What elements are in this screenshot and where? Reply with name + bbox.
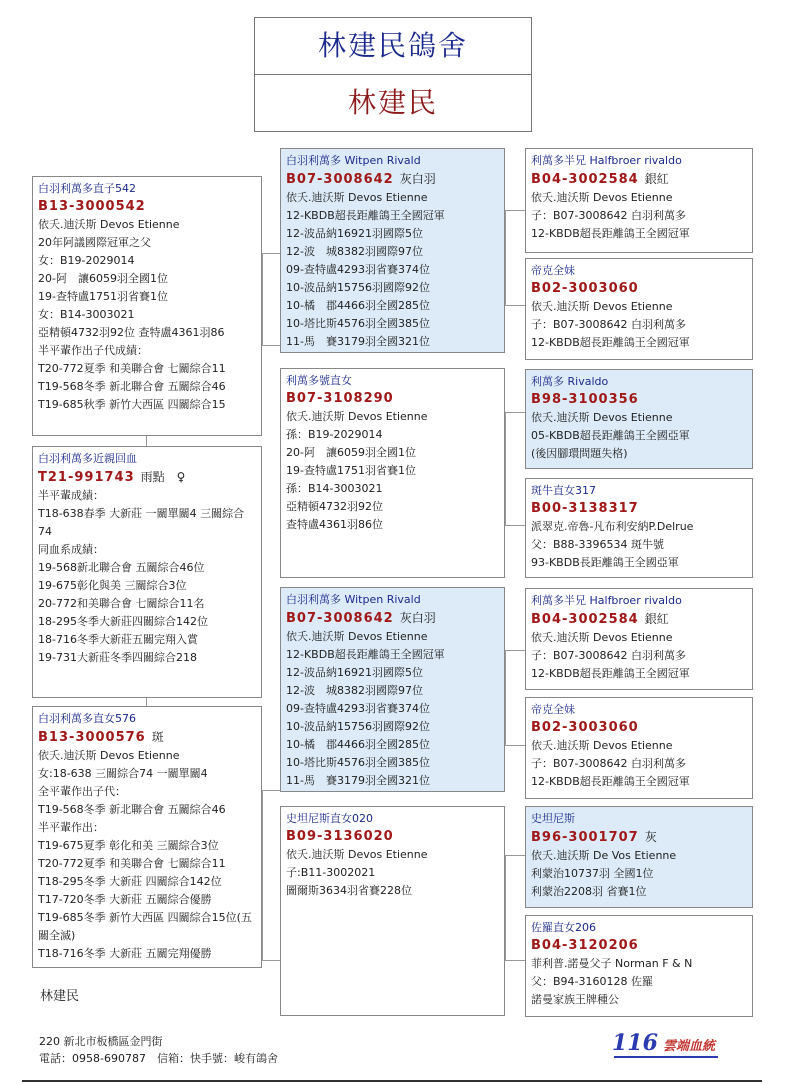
ring-id: B00-3138317 bbox=[531, 501, 639, 516]
card-title: 利萬多半兄 Halfbroer rivaldo bbox=[531, 594, 682, 607]
card-title: 白羽利萬多 Witpen Rivald bbox=[286, 154, 421, 167]
connector-line bbox=[505, 960, 525, 961]
pedigree-logo bbox=[612, 1030, 715, 1056]
record-line: 依夭.迪沃斯 Devos Etienne bbox=[38, 218, 180, 231]
record-line: 10-塔比斯4576羽全國385位 bbox=[286, 317, 430, 330]
ring-id: B96-3001707 bbox=[531, 830, 639, 845]
connector-line bbox=[505, 855, 506, 960]
record-line: 利蒙治2208羽 省賽1位 bbox=[531, 885, 647, 898]
ring-id: B98-3100356 bbox=[531, 392, 639, 407]
ring-id: B13-3000542 bbox=[38, 199, 146, 214]
record-line: 20-阿 讓6059羽全國1位 bbox=[286, 446, 416, 459]
record-line: T18-716冬季 大新莊 五關完翔優勝 bbox=[38, 947, 212, 960]
color-note: 斑 bbox=[151, 730, 164, 744]
record-line: 09-查特盧4293羽省賽374位 bbox=[286, 702, 430, 715]
record-line: 12-波 城8382羽國際97位 bbox=[286, 245, 423, 258]
logo-text: 雲端血統 bbox=[663, 1039, 716, 1054]
record-line: T20-772夏季 和美聯合會 七關綜合11 bbox=[38, 362, 226, 375]
loft-name-header: 林建民鴿舍 bbox=[254, 17, 532, 75]
ring-id: B02-3003060 bbox=[531, 281, 639, 296]
dam-sire-card bbox=[280, 587, 505, 792]
record-line: 18-295冬季大新莊四關綜合142位 bbox=[38, 615, 208, 628]
connector-line bbox=[146, 698, 147, 706]
record-line: 半平輩成績： bbox=[38, 489, 104, 502]
dam2-card bbox=[32, 706, 262, 968]
color-note: 灰白羽 bbox=[399, 172, 436, 186]
record-line: 19-查特盧1751羽省賽1位 bbox=[38, 290, 168, 303]
owner-name-header: 林建民 bbox=[254, 74, 532, 132]
card-title: 利萬多號直女 bbox=[286, 374, 352, 387]
card-title: 利萬多半兄 Halfbroer rivaldo bbox=[531, 154, 682, 167]
record-line: 依夭.迪沃斯 Devos Etienne bbox=[531, 300, 673, 313]
record-line: 11-馬 賽3179羽全國321位 bbox=[286, 335, 430, 348]
record-line: 12-KBDB超長距離鴿王全國冠軍 bbox=[531, 775, 690, 788]
dam-dam-card bbox=[280, 806, 505, 1016]
record-line: 19-675彰化與美 三關綜合3位 bbox=[38, 579, 187, 592]
connector-line bbox=[262, 790, 263, 960]
record-line: 子：B07-3008642 白羽利萬多 bbox=[531, 649, 686, 662]
connector-line bbox=[505, 412, 506, 525]
record-line: 依夭.迪沃斯 Devos Etienne bbox=[286, 630, 428, 643]
ring-number bbox=[531, 391, 748, 409]
record-line: 10-橘 郡4466羽全國285位 bbox=[286, 738, 430, 751]
record-line: 依夭.迪沃斯 Devos Etienne bbox=[286, 848, 428, 861]
ring-id: B04-3120206 bbox=[531, 938, 639, 953]
ring-number bbox=[286, 828, 500, 846]
record-line: 依夭.迪沃斯 Devos Etienne bbox=[286, 410, 428, 423]
connector-line bbox=[262, 345, 280, 346]
ring-number bbox=[38, 468, 257, 487]
record-line: 孫：B19-2029014 bbox=[286, 428, 383, 441]
card-title: 帝克全妹 bbox=[531, 264, 575, 277]
record-line: T19-568冬季 新北聯合會 五關綜合46 bbox=[38, 380, 226, 393]
record-line: 93-KBDB長距離鴿王全國亞軍 bbox=[531, 556, 679, 569]
dam-card bbox=[32, 446, 262, 698]
record-line: 10-波品納15756羽國際92位 bbox=[286, 281, 430, 294]
contact-info bbox=[39, 1033, 278, 1067]
color-note: 雨點 ♀ bbox=[140, 470, 186, 484]
record-line: 12-KBDB超長距離鴿王全國冠軍 bbox=[286, 209, 445, 222]
connector-line bbox=[505, 305, 525, 306]
record-line: T19-568冬季 新北聯合會 五關綜合46 bbox=[38, 803, 226, 816]
ring-id: B04-3002584 bbox=[531, 172, 639, 187]
signature: 林建民 bbox=[40, 989, 80, 1004]
record-line: 孫：B14-3003021 bbox=[286, 482, 383, 495]
record-line: T18-638春季 大新莊 一關單關4 三關綜合74 bbox=[38, 507, 245, 538]
ring-number bbox=[531, 280, 748, 298]
connector-line bbox=[262, 960, 280, 961]
record-line: 19-731大新莊冬季四關綜合218 bbox=[38, 651, 197, 664]
record-line: 19-查特盧1751羽省賽1位 bbox=[286, 464, 416, 477]
ring-number bbox=[531, 610, 748, 629]
record-line: 12-波品納16921羽國際5位 bbox=[286, 227, 423, 240]
record-line: 10-橘 郡4466羽全國285位 bbox=[286, 299, 430, 312]
address-text: 220 新北市板橋區金門街 bbox=[39, 1035, 163, 1048]
sire-card bbox=[32, 176, 262, 436]
record-line: 菲利普.諾曼父子 Norman F & N bbox=[531, 957, 693, 970]
connector-line bbox=[505, 745, 525, 746]
card-title: 佐羅直女206 bbox=[531, 921, 596, 934]
record-line: 同血系成績： bbox=[38, 543, 104, 556]
record-line: T18-295冬季 大新莊 四關綜合142位 bbox=[38, 875, 222, 888]
record-line: T19-685冬季 新竹大西區 四關綜合15位(五關全滅) bbox=[38, 911, 252, 942]
record-line: 依夭.迪沃斯 De Vos Etienne bbox=[531, 849, 677, 862]
record-line: 20-阿 讓6059羽全國1位 bbox=[38, 272, 168, 285]
connector-line bbox=[505, 525, 525, 526]
dds-card bbox=[525, 806, 753, 908]
record-line: 依夭.迪沃斯 Devos Etienne bbox=[38, 749, 180, 762]
logo-underline bbox=[614, 1056, 718, 1058]
record-line: 12-波品納16921羽國際5位 bbox=[286, 666, 423, 679]
record-line: 12-KBDB超長距離鴿王全國冠軍 bbox=[531, 336, 690, 349]
record-line: 半平輩作出： bbox=[38, 821, 104, 834]
record-line: 半平輩作出子代成績： bbox=[38, 344, 148, 357]
record-line: 圖爾斯3634羽省賽228位 bbox=[286, 884, 412, 897]
dss-card bbox=[525, 588, 753, 690]
sire-dam-card bbox=[280, 368, 505, 578]
record-line: 子:B11-3002021 bbox=[286, 866, 376, 879]
card-title: 史坦尼斯 bbox=[531, 812, 575, 825]
record-line: 20-772和美聯合會 七關綜合11名 bbox=[38, 597, 205, 610]
connector-line bbox=[262, 253, 280, 254]
record-line: 09-查特盧4293羽省賽374位 bbox=[286, 263, 430, 276]
record-line: 依夭.迪沃斯 Devos Etienne bbox=[531, 191, 673, 204]
record-line: 女:18-638 三關綜合74 一關單關4 bbox=[38, 767, 208, 780]
ssd-card bbox=[525, 258, 753, 360]
contact-text: 電話：0958-690787 信箱：快手號：峻有鴿舍 bbox=[39, 1052, 278, 1065]
bottom-rule bbox=[22, 1080, 762, 1082]
record-line: 父：B88-3396534 斑牛號 bbox=[531, 538, 664, 551]
record-line: T19-675夏季 彰化和美 三關綜合3位 bbox=[38, 839, 219, 852]
connector-line bbox=[146, 436, 147, 446]
record-line: 19-568新北聯合會 五關綜合46位 bbox=[38, 561, 205, 574]
ring-number bbox=[38, 198, 257, 216]
record-line: 10-塔比斯4576羽全國385位 bbox=[286, 756, 430, 769]
connector-line bbox=[262, 790, 280, 791]
ring-id: T21-991743 bbox=[38, 470, 135, 485]
record-line: 女：B14-3003021 bbox=[38, 308, 135, 321]
sdd-card bbox=[525, 478, 753, 578]
record-line: 12-KBDB超長距離鴿王全國冠軍 bbox=[531, 667, 690, 680]
connector-line bbox=[505, 650, 506, 745]
record-line: 亞精頓4732羽92位 bbox=[286, 500, 383, 513]
color-note: 灰白羽 bbox=[399, 611, 436, 625]
ring-number bbox=[531, 828, 748, 847]
record-line: 12-波 城8382羽國際97位 bbox=[286, 684, 423, 697]
ring-number bbox=[531, 500, 748, 518]
record-line: 05-KBDB超長距離鴿王全國亞軍 bbox=[531, 429, 690, 442]
ring-number bbox=[286, 170, 500, 189]
record-line: 11-馬 賽3179羽全國321位 bbox=[286, 774, 430, 787]
ring-number bbox=[531, 719, 748, 737]
connector-line bbox=[505, 210, 525, 211]
ring-id: B02-3003060 bbox=[531, 720, 639, 735]
connector-line bbox=[505, 210, 506, 305]
record-line: 查特盧4361羽86位 bbox=[286, 518, 383, 531]
ring-number bbox=[286, 609, 500, 628]
record-line: 依夭.迪沃斯 Devos Etienne bbox=[531, 739, 673, 752]
record-line: 父：B94-3160128 佐羅 bbox=[531, 975, 653, 988]
color-note: 銀紅 bbox=[644, 172, 669, 186]
record-line: 依夭.迪沃斯 Devos Etienne bbox=[286, 191, 428, 204]
ring-id: B09-3136020 bbox=[286, 829, 394, 844]
ring-number bbox=[286, 390, 500, 408]
card-title: 白羽利萬多近親回血 bbox=[38, 452, 137, 465]
color-note: 灰 bbox=[644, 830, 657, 844]
card-title: 白羽利萬多 Witpen Rivald bbox=[286, 593, 421, 606]
record-line: T17-720冬季 大新莊 五關綜合優勝 bbox=[38, 893, 212, 906]
color-note: 銀紅 bbox=[644, 612, 669, 626]
record-line: 依夭.迪沃斯 Devos Etienne bbox=[531, 631, 673, 644]
record-line: 利蒙治10737羽 全國1位 bbox=[531, 867, 654, 880]
ring-id: B07-3008642 bbox=[286, 172, 394, 187]
record-line: 18-716冬季大新莊五關完翔入賞 bbox=[38, 633, 198, 646]
ddd-card bbox=[525, 915, 753, 1017]
record-line: 20年阿議國際冠軍之父 bbox=[38, 236, 151, 249]
connector-line bbox=[505, 412, 525, 413]
record-line: 12-KBDB超長距離鴿王全國冠軍 bbox=[531, 227, 690, 240]
connector-line bbox=[505, 855, 525, 856]
record-line: 諾曼家族王牌種公 bbox=[531, 993, 619, 1006]
record-line: 子：B07-3008642 白羽利萬多 bbox=[531, 318, 686, 331]
ring-number bbox=[38, 728, 257, 747]
record-line: 派翠克.帝魯-凡布利安納P.Delrue bbox=[531, 520, 694, 533]
card-title: 白羽利萬多直女576 bbox=[38, 712, 136, 725]
record-line: T20-772夏季 和美聯合會 七關綜合11 bbox=[38, 857, 226, 870]
card-title: 斑牛直女317 bbox=[531, 484, 596, 497]
record-line: 亞精頓4732羽92位 查特盧4361羽86 bbox=[38, 326, 225, 339]
record-line: 全平輩作出子代： bbox=[38, 785, 126, 798]
ring-id: B07-3108290 bbox=[286, 391, 394, 406]
record-line: 子：B07-3008642 白羽利萬多 bbox=[531, 209, 686, 222]
record-line: (後因腳環問題失格) bbox=[531, 447, 628, 460]
ring-number bbox=[531, 937, 748, 955]
card-title: 史坦尼斯直女020 bbox=[286, 812, 373, 825]
logo-number: 116 bbox=[612, 1030, 658, 1056]
card-title: 帝克全妹 bbox=[531, 703, 575, 716]
connector-line bbox=[262, 253, 263, 345]
sss-card bbox=[525, 148, 753, 253]
record-line: 依夭.迪沃斯 Devos Etienne bbox=[531, 411, 673, 424]
connector-line bbox=[505, 650, 525, 651]
card-title: 白羽利萬多直子542 bbox=[38, 182, 136, 195]
sire-sire-card bbox=[280, 148, 505, 353]
record-line: T19-685秋季 新竹大西區 四關綜合15 bbox=[38, 398, 226, 411]
ring-id: B04-3002584 bbox=[531, 612, 639, 627]
ring-id: B07-3008642 bbox=[286, 611, 394, 626]
card-title: 利萬多 Rivaldo bbox=[531, 375, 609, 388]
record-line: 10-波品納15756羽國際92位 bbox=[286, 720, 430, 733]
sds-card bbox=[525, 369, 753, 469]
ring-number bbox=[531, 170, 748, 189]
ring-id: B13-3000576 bbox=[38, 730, 146, 745]
record-line: 子：B07-3008642 白羽利萬多 bbox=[531, 757, 686, 770]
dsd-card bbox=[525, 697, 753, 799]
record-line: 女：B19-2029014 bbox=[38, 254, 135, 267]
record-line: 12-KBDB超長距離鴿王全國冠軍 bbox=[286, 648, 445, 661]
